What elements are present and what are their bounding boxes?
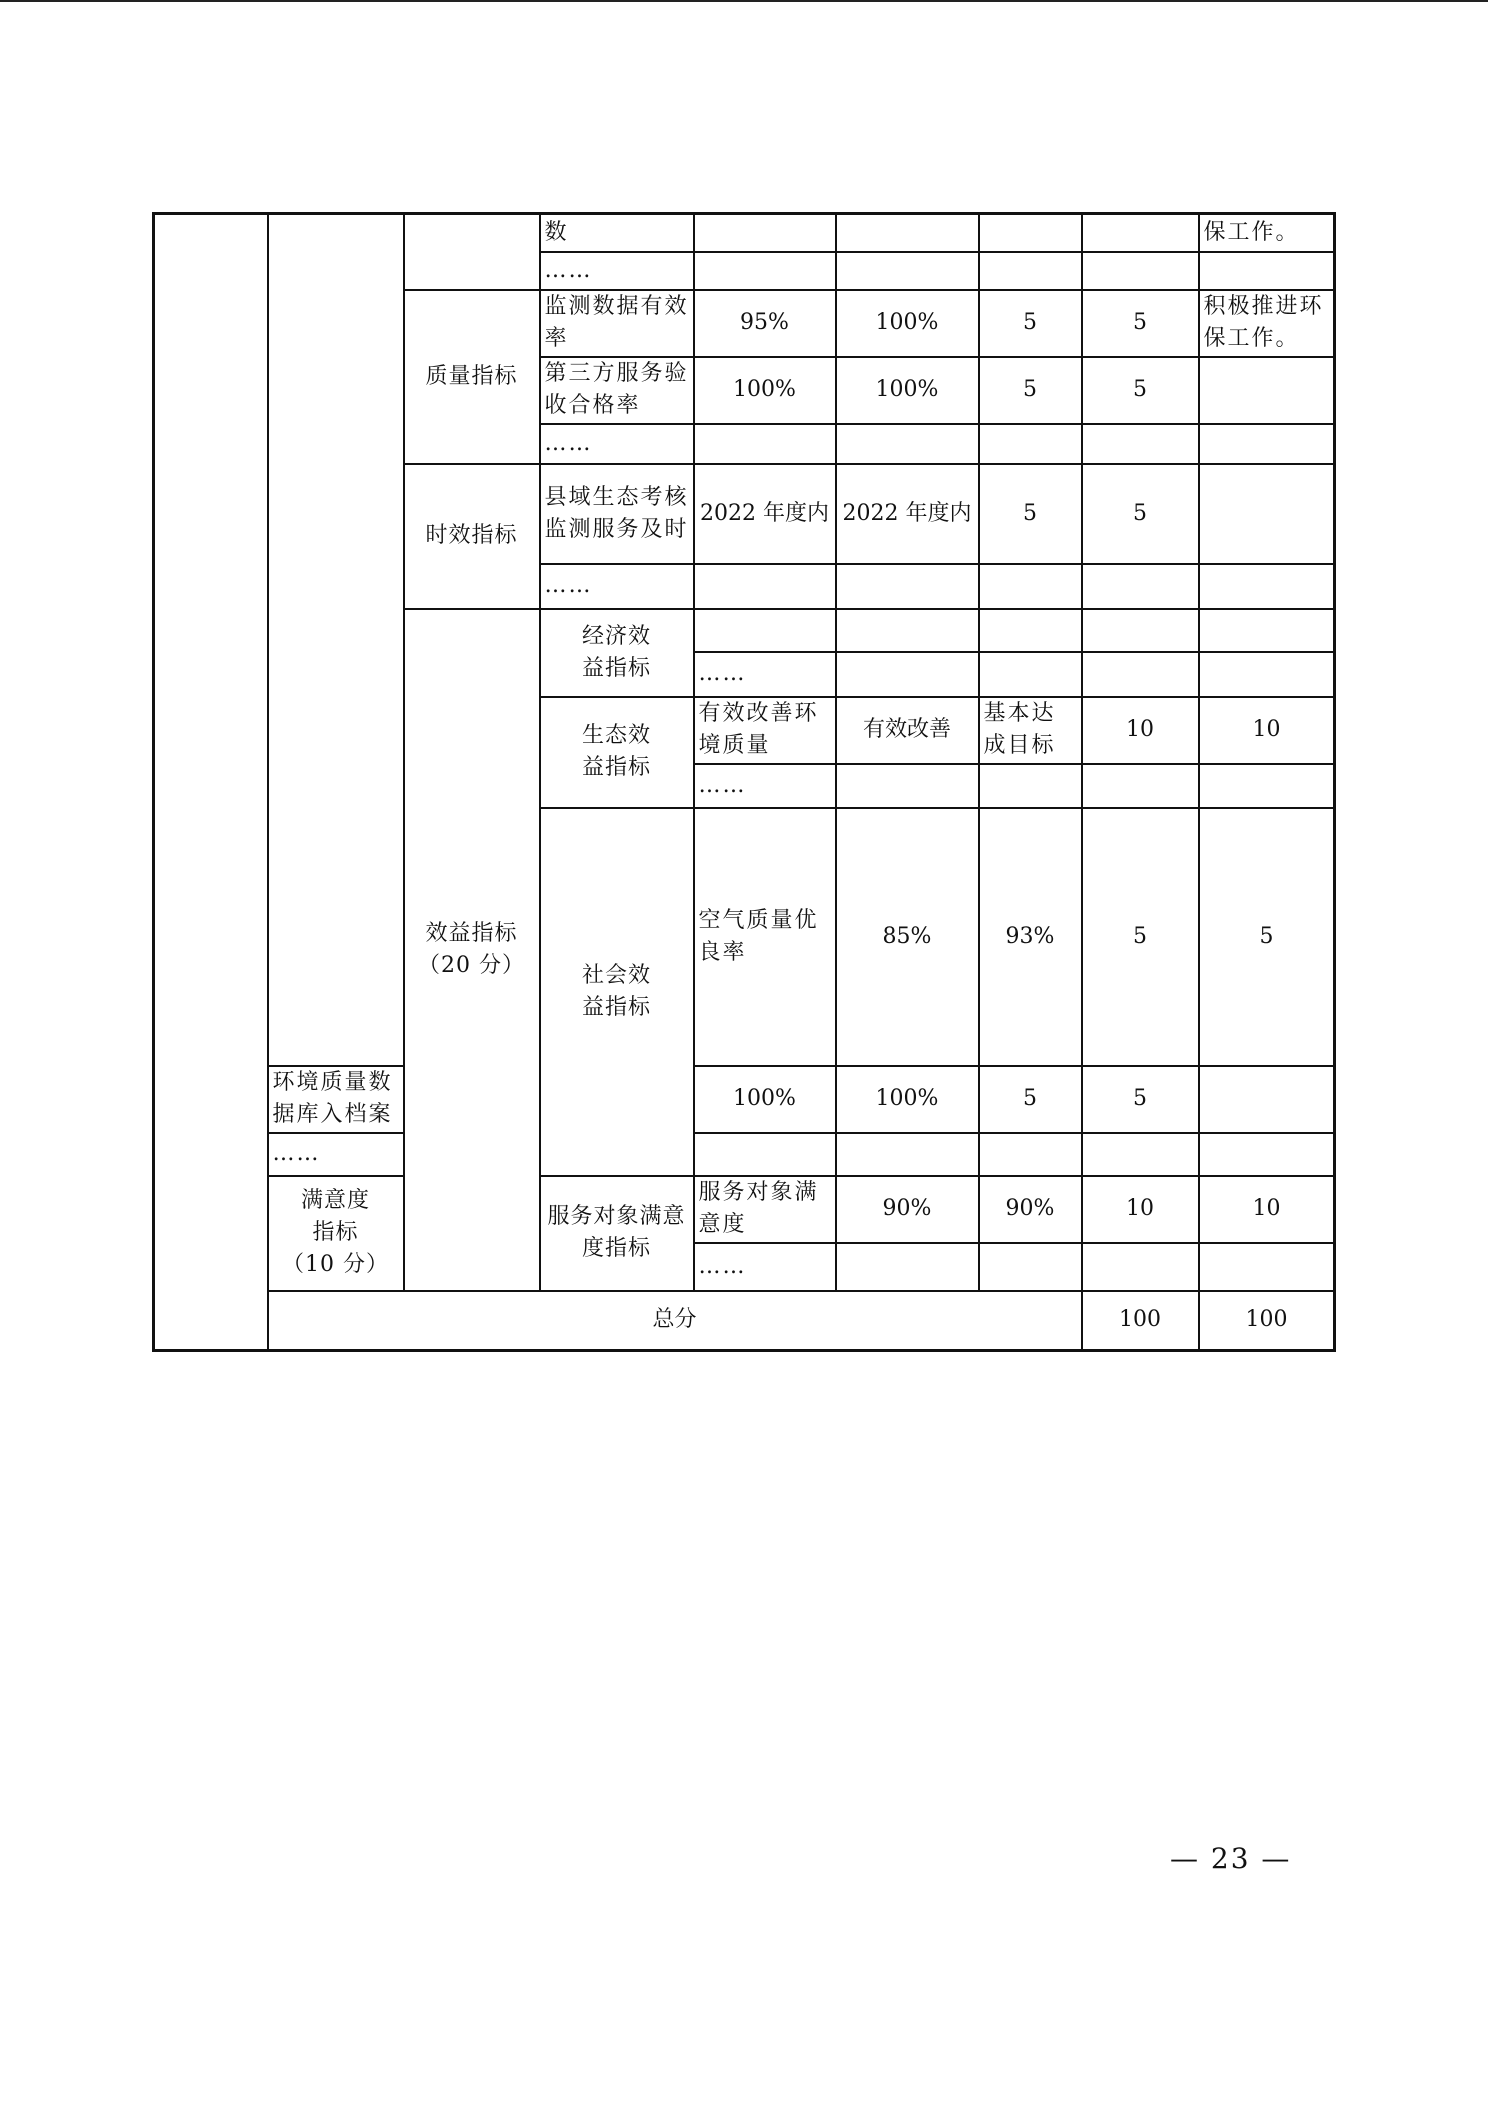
- total-score: 100: [1199, 1291, 1335, 1351]
- benefit-label-line2: （20 分）: [418, 952, 525, 978]
- table-row: [154, 1133, 1335, 1176]
- target-cell: 有效改善: [836, 697, 979, 764]
- indicator-cell: 空气质量优良率: [694, 808, 836, 1066]
- actual-cell: 93%: [979, 808, 1082, 1066]
- weight-cell: 5: [1082, 808, 1199, 1066]
- target-cell: 2022 年度内: [694, 464, 836, 564]
- ellipsis-cell: ……: [694, 1243, 836, 1291]
- performance-indicator-table: [152, 212, 1336, 1352]
- actual-cell: 100%: [836, 1066, 979, 1133]
- ellipsis-cell: ……: [268, 1133, 404, 1176]
- benefit-indicator-category: [404, 609, 540, 1291]
- indicator-cell: 数: [540, 214, 694, 252]
- score-cell: 5: [1082, 464, 1199, 564]
- page-number: — 23 —: [1170, 1842, 1292, 1875]
- score-cell: 5: [1082, 357, 1199, 424]
- total-weight: 100: [1082, 1291, 1199, 1351]
- satisfaction-indicator-category: 满意度 指标 （10 分）: [268, 1176, 404, 1291]
- output-category-cell: [268, 214, 404, 1066]
- actual-cell: 基本达成目标: [979, 697, 1082, 764]
- weight-cell: 5: [979, 1066, 1082, 1133]
- score-cell: 5: [1082, 290, 1199, 357]
- weight-cell: 10: [1082, 1176, 1199, 1243]
- page-top-border: [0, 0, 1488, 2]
- target-cell: 90%: [836, 1176, 979, 1243]
- score-cell: 10: [1199, 697, 1335, 764]
- satisfaction-sub-label: 服务对象满意度指标: [540, 1176, 694, 1291]
- score-cell: 5: [1199, 808, 1335, 1066]
- total-row: [154, 1291, 1335, 1351]
- social-benefit-label: 社会效 益指标: [540, 808, 694, 1176]
- remark-cell: 保工作。: [1199, 214, 1335, 252]
- remark-cell: [1199, 357, 1335, 424]
- ellipsis-cell: ……: [694, 652, 836, 697]
- target-cell: 100%: [694, 1066, 836, 1133]
- actual-cell: [836, 214, 979, 252]
- indicator-cell: 第三方服务验收合格率: [540, 357, 694, 424]
- weight-cell: [979, 214, 1082, 252]
- indicator-cell: [694, 609, 836, 652]
- table-row: [154, 1066, 1335, 1133]
- indicator-cell: 县域生态考核监测服务及时: [540, 464, 694, 564]
- score-cell: 10: [1199, 1176, 1335, 1243]
- quantity-sub-cell: [404, 214, 540, 290]
- outer-category-cell: [154, 214, 268, 1351]
- target-cell: 85%: [836, 808, 979, 1066]
- remark-cell: [1199, 1066, 1335, 1133]
- quality-indicator-label: 质量指标: [404, 290, 540, 464]
- timeliness-indicator-label: 时效指标: [404, 464, 540, 609]
- table-row: [154, 1176, 1335, 1243]
- indicator-cell: 监测数据有效率: [540, 290, 694, 357]
- weight-cell: 10: [1082, 697, 1199, 764]
- target-cell: [694, 214, 836, 252]
- indicator-cell: 环境质量数据库入档案: [268, 1066, 404, 1133]
- weight-cell: 5: [979, 357, 1082, 424]
- actual-cell: 100%: [836, 290, 979, 357]
- ellipsis-cell: ……: [540, 564, 694, 609]
- actual-cell: 100%: [836, 357, 979, 424]
- eco-benefit-label: 生态效 益指标: [540, 697, 694, 808]
- remark-cell: 积极推进环保工作。: [1199, 290, 1335, 357]
- weight-cell: 5: [979, 290, 1082, 357]
- actual-cell: 90%: [979, 1176, 1082, 1243]
- target-cell: 95%: [694, 290, 836, 357]
- target-cell: 100%: [694, 357, 836, 424]
- remark-cell: [1199, 464, 1335, 564]
- indicator-cell: 有效改善环境质量: [694, 697, 836, 764]
- score-cell: 5: [1082, 1066, 1199, 1133]
- ellipsis-cell: ……: [540, 424, 694, 464]
- total-label: 总分: [268, 1291, 1082, 1351]
- ellipsis-cell: ……: [540, 252, 694, 290]
- score-cell: [1082, 214, 1199, 252]
- economic-benefit-label: 经济效 益指标: [540, 609, 694, 697]
- ellipsis-cell: ……: [694, 764, 836, 808]
- actual-cell: 2022 年度内: [836, 464, 979, 564]
- table-row: [154, 214, 1335, 252]
- indicator-cell: 服务对象满意度: [694, 1176, 836, 1243]
- weight-cell: 5: [979, 464, 1082, 564]
- benefit-label-line1: 效益指标: [425, 920, 518, 946]
